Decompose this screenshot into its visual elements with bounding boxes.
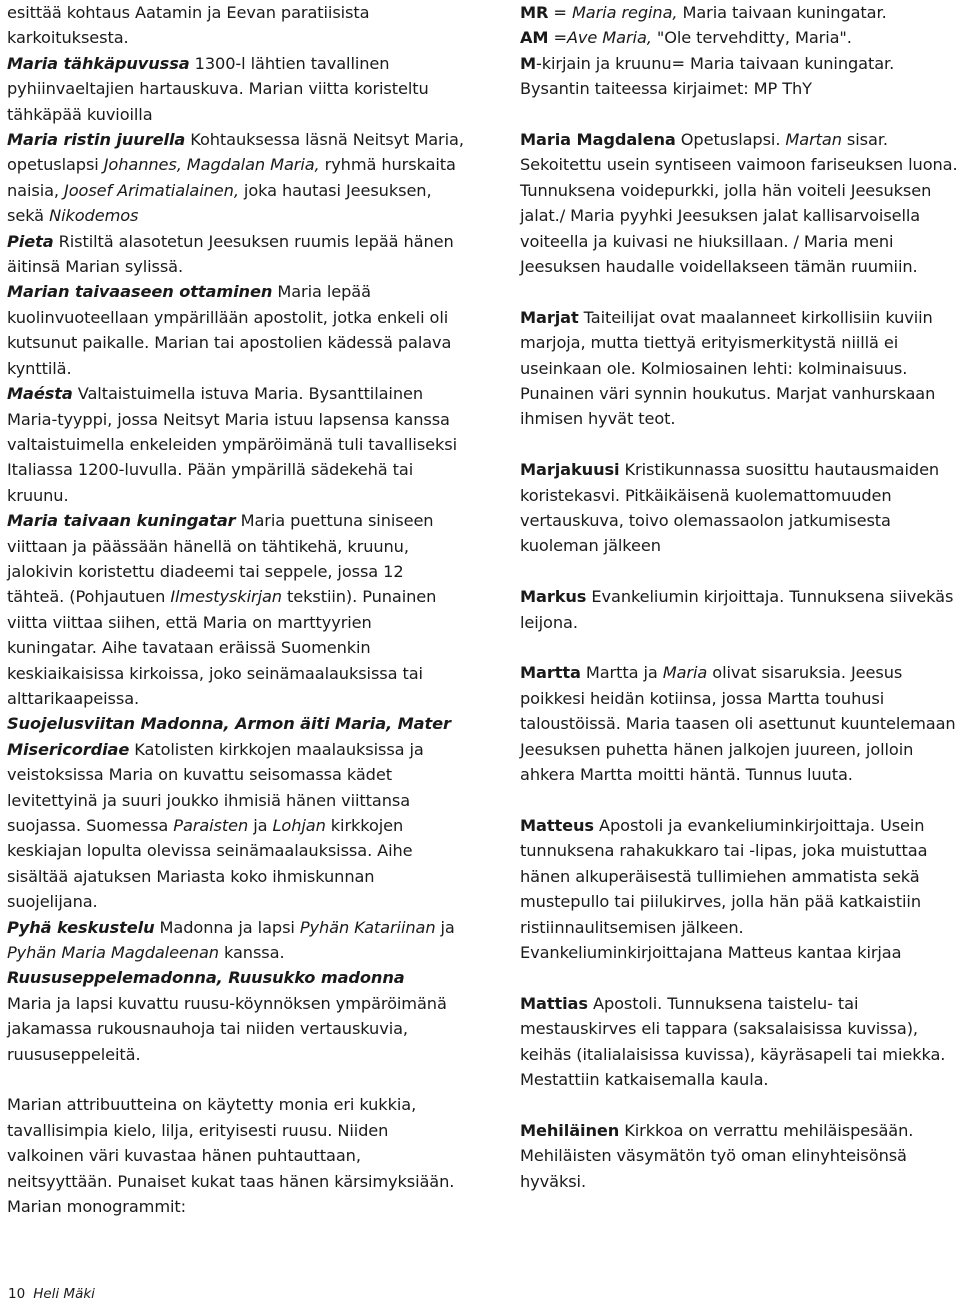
paragraph-taivaan-kuningatar	[7, 508, 465, 711]
paragraph-maesta	[7, 381, 465, 508]
page-footer	[8, 1286, 95, 1302]
italic-text: Maria regina,	[571, 3, 678, 22]
monogram-am	[520, 25, 960, 50]
monogram-mr	[520, 0, 960, 25]
heading-pyha-keskustelu: Pyhä keskustelu	[7, 917, 155, 937]
monogram-bysantti	[520, 76, 960, 101]
paragraph-taivaaseen-ottaminen	[7, 279, 465, 381]
text: Maria taivaan kuningatar.	[677, 3, 887, 22]
text: Bysantin taiteessa kirjaimet: MP ThY	[520, 79, 812, 99]
spacer	[520, 788, 960, 813]
text: Ristiltä alasotetun Jeesuksen ruumis lepää hänen äitinsä Marian sylissä.	[7, 231, 454, 277]
text: Evankeliuminkirjoittajana Matteus kantaa kirjaa	[520, 942, 902, 962]
paragraph-tahkapuku	[7, 51, 465, 127]
text: =	[548, 3, 572, 22]
heading-pieta: Pieta	[7, 231, 54, 251]
paragraph-mehilainen	[520, 1118, 960, 1194]
paragraph-ristin-juurella	[7, 127, 465, 229]
text: Marian monogrammit:	[7, 1197, 186, 1217]
text: ryhmä hurskaita naisia,	[7, 155, 456, 200]
text: Marian attribuutteina on käytetty monia eri kukkia, tavallisimpia kielo, lilja, erityisesti ruusu. Niiden valkoinen väri kuvastaa hänen puhtauttaan, neitsyyttään. Punaiset kukat taas hänen kärsimyksiään.	[7, 1095, 455, 1191]
text: Apostoli. Tunnuksena taistelu- tai mestauskirves eli tappara (saksalaisissa kuvissa), keihäs (italialaisissa kuvissa), käyräsapeli tai miekka. Mestattiin katkaisemalla kaula.	[520, 993, 946, 1089]
text: esittää kohtaus Aatamin ja Eevan paratiisista karkoituksesta.	[7, 3, 370, 48]
text: Katolisten kirkkojen maalauksissa ja veistoksissa Maria on kuvattu seisomassa kädet levitettyinä ja suuri joukko ihmisiä hänen viittansa suojassa. Suomessa	[7, 739, 424, 835]
heading-mehilainen: Mehiläinen	[520, 1120, 620, 1140]
paragraph-markus	[520, 584, 960, 635]
text: =	[548, 28, 567, 48]
italic-text: Johannes, Magdalan Maria,	[103, 155, 320, 175]
author-name: Heli Mäki	[33, 1286, 95, 1302]
left-column	[7, 0, 465, 1219]
italic-text: Nikodemos	[49, 206, 139, 226]
text: -kirjain ja kruunu= Maria taivaan kuningatar.	[536, 53, 895, 73]
paragraph-marjakuusi	[520, 457, 960, 559]
spacer	[520, 1092, 960, 1117]
heading-maria-magdalena: Maria Magdalena	[520, 130, 676, 150]
text: joka hautasi Jeesuksen, sekä	[7, 180, 432, 226]
text: ja	[435, 917, 455, 937]
text: Maria puettuna siniseen viittaan ja päässään hänellä on tähtikehä, kruunu, jalokivin koristettu diadeemi tai seppele, jossa 12 tähteä. (Pohjautuen	[7, 511, 434, 607]
heading-maria-taivaan-kuningatar: Maria taivaan kuningatar	[7, 511, 236, 531]
heading-maria-ristin-juurella: Maria ristin juurella	[7, 130, 186, 150]
paragraph-marjat	[520, 305, 960, 432]
heading-mattias: Mattias	[520, 993, 588, 1013]
paragraph-maria-magdalena	[520, 127, 960, 279]
paragraph-ruususeppelemadonna	[7, 965, 465, 1067]
heading-suojelusviitan-madonna: Suojelusviitan Madonna, Armon äiti Maria, Mater Misericordiae	[7, 714, 451, 759]
spacer	[520, 279, 960, 304]
text: 1300-l lähtien tavallinen pyhiinvaeltajien hartauskuva. Marian viitta koristeltu tähkäpää kuvioilla	[7, 53, 429, 124]
spacer	[520, 432, 960, 457]
spacer	[520, 635, 960, 660]
text: Taiteilijat ovat maalanneet kirkollisiin kuviin marjoja, mutta tiettyä erityismerkitystä niillä ei useinkaan ole. Kolmiosainen lehti: kolminaisuus. Punainen väri synnin houkutus. Marjat vanhurskaan ihmisen hyvät teot.	[520, 307, 936, 429]
heading-maesta: Maésta	[7, 384, 73, 404]
text: sisar. Sekoitettu usein syntiseen vaimoon fariseuksen luona. Tunnuksena voidepurkki, jolla hän voiteli Jeesuksen jalat./ Maria pyyhki Jeesuksen jalat kallisarvoisella voiteella ja kuivasi ne hiuksillaan. / Maria meni Jeesuksen haudalle voidellakseen tämän ruumiin.	[520, 130, 958, 277]
label-mr: MR	[520, 3, 549, 22]
paragraph-matteus-kirja	[520, 940, 960, 965]
heading-marjat: Marjat	[520, 307, 579, 327]
spacer	[520, 559, 960, 584]
text: Maria ja lapsi kuvattu ruusu-köynnöksen ympäröimänä jakamassa rukousnauhoja tai niiden vertauskuvia, ruususeppeleitä.	[7, 993, 447, 1064]
italic-text: Pyhän Katariinan	[299, 917, 436, 937]
heading-maria-tahkapuvussa: Maria tähkäpuvussa	[7, 53, 190, 73]
spacer	[520, 965, 960, 990]
heading-matteus: Matteus	[520, 815, 594, 835]
italic-text: Ilmestyskirjan	[170, 587, 282, 607]
italic-text: Joosef Arimatialainen,	[64, 180, 239, 200]
paragraph-martta	[520, 660, 960, 787]
text: Valtaistuimella istuva Maria. Bysanttilainen Maria-tyyppi, jossa Neitsyt Maria istuu lapsensa kanssa valtaistuimella enkeleiden ympäröimänä tuli tavalliseksi Italiassa 1200-luvulla. Pään ympärillä sädekehä tai kruunu.	[7, 384, 458, 505]
paragraph-pyha-keskustelu	[7, 915, 465, 966]
text: olivat sisaruksia. Jeesus poikkesi heidän kotiinsa, jossa Martta touhusi taloustöissä. Maria taasen oli asettunut kuuntelemaan Jeesuksen puhetta hänen jalkojen juureen, jolloin ahkera Martta moitti häntä. Tunnus luuta.	[520, 663, 956, 785]
spacer	[520, 102, 960, 127]
paragraph-attribuutit	[7, 1092, 465, 1194]
paragraph-monogrammit	[7, 1194, 465, 1219]
italic-text: Ave Maria,	[566, 28, 652, 48]
spacer	[7, 1067, 465, 1092]
heading-markus: Markus	[520, 587, 587, 607]
paragraph-suojelusviitta	[7, 711, 465, 914]
paragraph-paratiisi	[7, 0, 465, 51]
text: Madonna ja lapsi	[154, 917, 300, 937]
paragraph-mattias	[520, 991, 960, 1093]
text: kanssa.	[218, 943, 285, 963]
label-am: AM	[520, 28, 549, 48]
italic-text: Lohjan	[272, 816, 326, 835]
heading-ruususeppelemadonna: Ruususeppelemadonna, Ruusukko madonna	[7, 968, 405, 988]
text: Evankeliumin kirjoittaja. Tunnuksena siivekäs leijona.	[520, 587, 954, 632]
text: Kirkkoa on verrattu mehiläispesään. Mehiläisten väsymätön työ oman elinyhteisönsä hyväksi.	[520, 1120, 914, 1191]
monogram-m	[520, 51, 960, 76]
paragraph-pieta	[7, 229, 465, 280]
label-m: M	[520, 53, 537, 73]
italic-text: Pyhän Maria Magdaleenan	[7, 943, 219, 963]
heading-marian-taivaaseen-ottaminen: Marian taivaaseen ottaminen	[7, 282, 273, 302]
text: "Ole tervehditty, Maria".	[651, 28, 852, 48]
text: Opetuslapsi.	[675, 130, 786, 150]
italic-text: Martan	[785, 130, 842, 150]
italic-text: Paraisten	[173, 816, 249, 835]
text: ja	[248, 816, 273, 835]
text: Apostoli ja evankeliuminkirjoittaja. Usein tunnuksena rahakukkaro tai -lipas, joka muistuttaa hänen alkuperäisestä tullimiehen ammatista sekä mustepullo tai piilukirves, jolla hän pää katkaistiin ristiinnaulitsemisen jälkeen.	[520, 815, 928, 937]
page-number: 10	[8, 1286, 26, 1302]
paragraph-matteus	[520, 813, 960, 940]
italic-text: Maria	[662, 663, 708, 683]
heading-marjakuusi: Marjakuusi	[520, 460, 620, 480]
heading-martta: Martta	[520, 663, 581, 683]
text: Martta ja	[580, 663, 663, 683]
text: Kristikunnassa suosittu hautausmaiden koristekasvi. Pitkäikäisenä kuolemattomuuden vertauskuva, toivo olemassaolon jatkumisesta kuoleman jälkeen	[520, 460, 940, 556]
right-column	[520, 0, 960, 1194]
text: kirkkojen keskiajan lopulta olevissa seinämaalauksissa. Aihe sisältää ajatuksen Mariasta koko ihmiskunnan suojelijana.	[7, 816, 413, 912]
text: Maria lepää kuolinvuoteellaan ympärillään apostolit, jotka enkeli oli kutsunut paikalle. Marian tai apostolien kädessä palava kynttilä.	[7, 282, 452, 378]
text: tekstiin). Punainen viitta viittaa siihen, että Maria on marttyyrien kuningatar. Aihe tavataan eräissä Suomenkin keskiaikaisissa kirkoissa, joko seinämaalauksissa tai alttarikaapeissa.	[7, 587, 437, 708]
text: Kohtauksessa läsnä Neitsyt Maria, opetuslapsi	[7, 130, 464, 175]
